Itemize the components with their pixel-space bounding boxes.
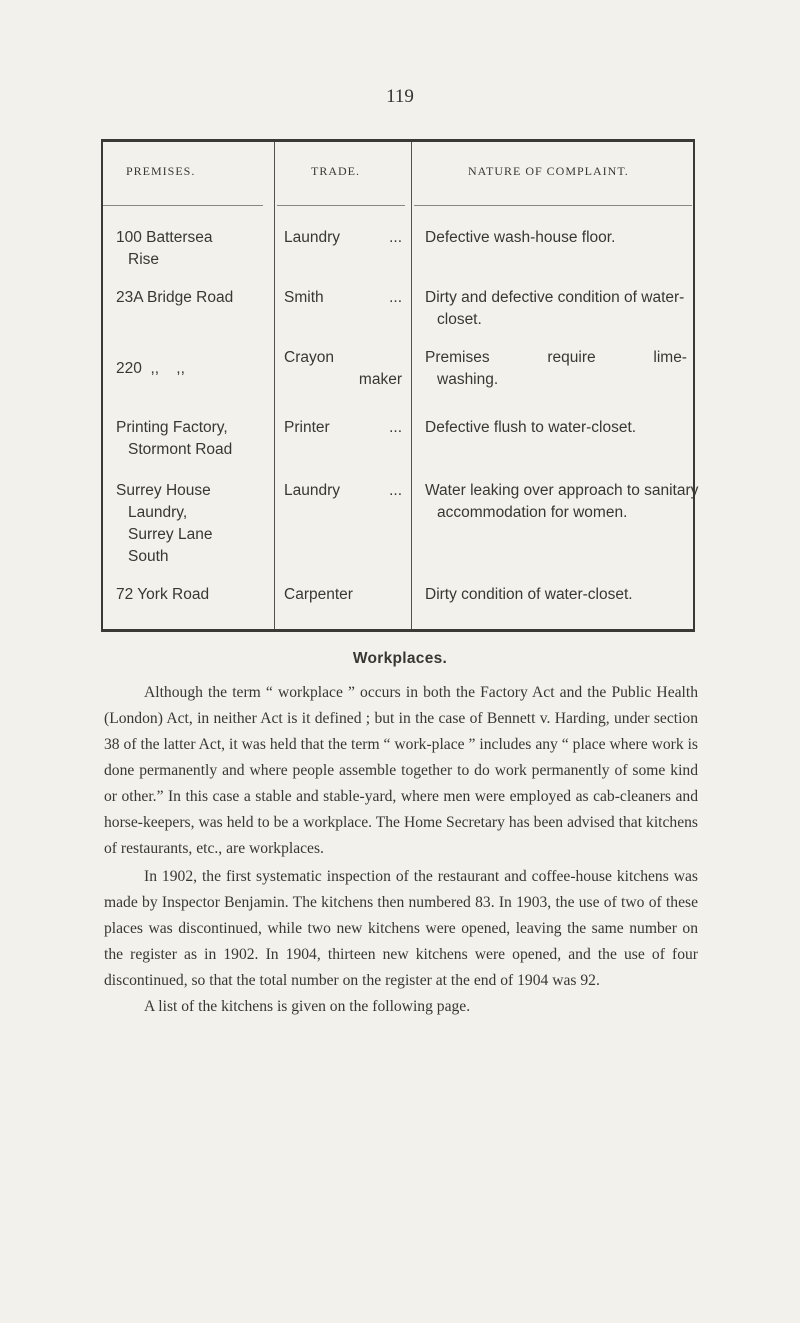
table-row-4-premises [116, 417, 266, 461]
leader-dots: ... [389, 289, 402, 306]
trade-label: Carpenter [284, 586, 353, 603]
trade-label: Printer [284, 419, 330, 436]
premises-line: 100 Battersea [116, 229, 213, 246]
header-premises: PREMISES. [126, 164, 196, 178]
header-rule [277, 205, 405, 206]
table-row-1-complaint: Defective wash-house floor. [425, 229, 616, 246]
trade-label-continued: maker [358, 371, 402, 388]
paragraph: In 1902, the first systematic inspection of the restaurant and coffee-house kitchens was made by Inspector Benjamin. The kitchens then numbered 83. In 1903, the use of two of these places was discontinued, while two new kitchens were opened, leaving the same number on the register as in 1902. In 1904, thirteen new kitchens were opened, and the use of four discontinued, so that the total number on the register at the end of 1904 was 92. [104, 868, 698, 989]
premises-line: 72 York Road [116, 586, 210, 603]
header-rule [103, 205, 263, 206]
table-row-6-complaint: Dirty condition of water-closet. [425, 586, 633, 603]
table-row-1-premises [116, 227, 266, 271]
table-row-5-trade [284, 480, 402, 502]
premises-line: Laundry, [128, 504, 188, 521]
complaint-line: washing. [437, 371, 499, 388]
column-divider-1 [274, 142, 275, 629]
table-row-2-premises [116, 287, 266, 309]
trade-label: Laundry [284, 482, 341, 499]
header-complaint: NATURE OF COMPLAINT. [468, 164, 629, 178]
body-text [104, 680, 698, 1020]
paragraph: Although the term “ workplace ” occurs in both the Factory Act and the Public Health (London) Act, in neither Act is it defined ; but in the case of Bennett v. Harding, under section 38 of the latter Act, it was held that the term “ work-place ” includes any “ place where work is done permanently and where people assemble together to do work permanently of some kind or other.” In this case a stable and stable-yard, where men were employed as cab-cleaners and horse-keepers, was held to be a workplace. The Home Secretary has been advised that kitchens of restaurants, etc., are workplaces. [104, 684, 698, 857]
premises-line: Printing Factory, [116, 419, 228, 436]
leader-dots: ... [389, 419, 402, 436]
table-row-4-complaint: Defective flush to water-closet. [425, 419, 637, 436]
trade-label: Smith [284, 289, 324, 306]
premises-line: 220 ,, ,, [116, 360, 185, 377]
table-row-2-complaint: Dirty and defective condition of water-closet. [425, 289, 685, 328]
complaint-line: Premises require lime- [425, 349, 687, 366]
table-row-1-trade [284, 227, 402, 249]
section-title: Workplaces. [352, 650, 448, 667]
page-number: 119 [386, 86, 414, 107]
premises-line: South [128, 548, 169, 565]
column-divider-2 [411, 142, 412, 629]
table-row-3-complaint [425, 347, 687, 391]
table-row-3-premises [116, 358, 266, 380]
premises-line: 23A Bridge Road [116, 289, 234, 306]
table-row-2-trade [284, 287, 402, 309]
premises-line: Surrey House [116, 482, 211, 499]
table-row-5-complaint: Water leaking over approach to sanitary accommodation for women. [425, 482, 699, 521]
premises-line: Rise [128, 251, 160, 268]
paragraph: A list of the kitchens is given on the following page. [144, 998, 471, 1015]
table-row-4-trade [284, 417, 402, 439]
premises-line: Surrey Lane [128, 526, 213, 543]
header-trade: TRADE. [311, 164, 360, 178]
trade-label: Crayon [284, 349, 334, 366]
leader-dots: ... [389, 229, 402, 246]
leader-dots: ... [389, 482, 402, 499]
header-rule [414, 205, 692, 206]
table-row-6-trade [284, 584, 402, 606]
trade-label: Laundry [284, 229, 341, 246]
table-row-6-premises [116, 584, 266, 606]
premises-line: Stormont Road [128, 441, 233, 458]
table-row-3-trade [284, 347, 402, 391]
table-row-5-premises [116, 480, 266, 568]
